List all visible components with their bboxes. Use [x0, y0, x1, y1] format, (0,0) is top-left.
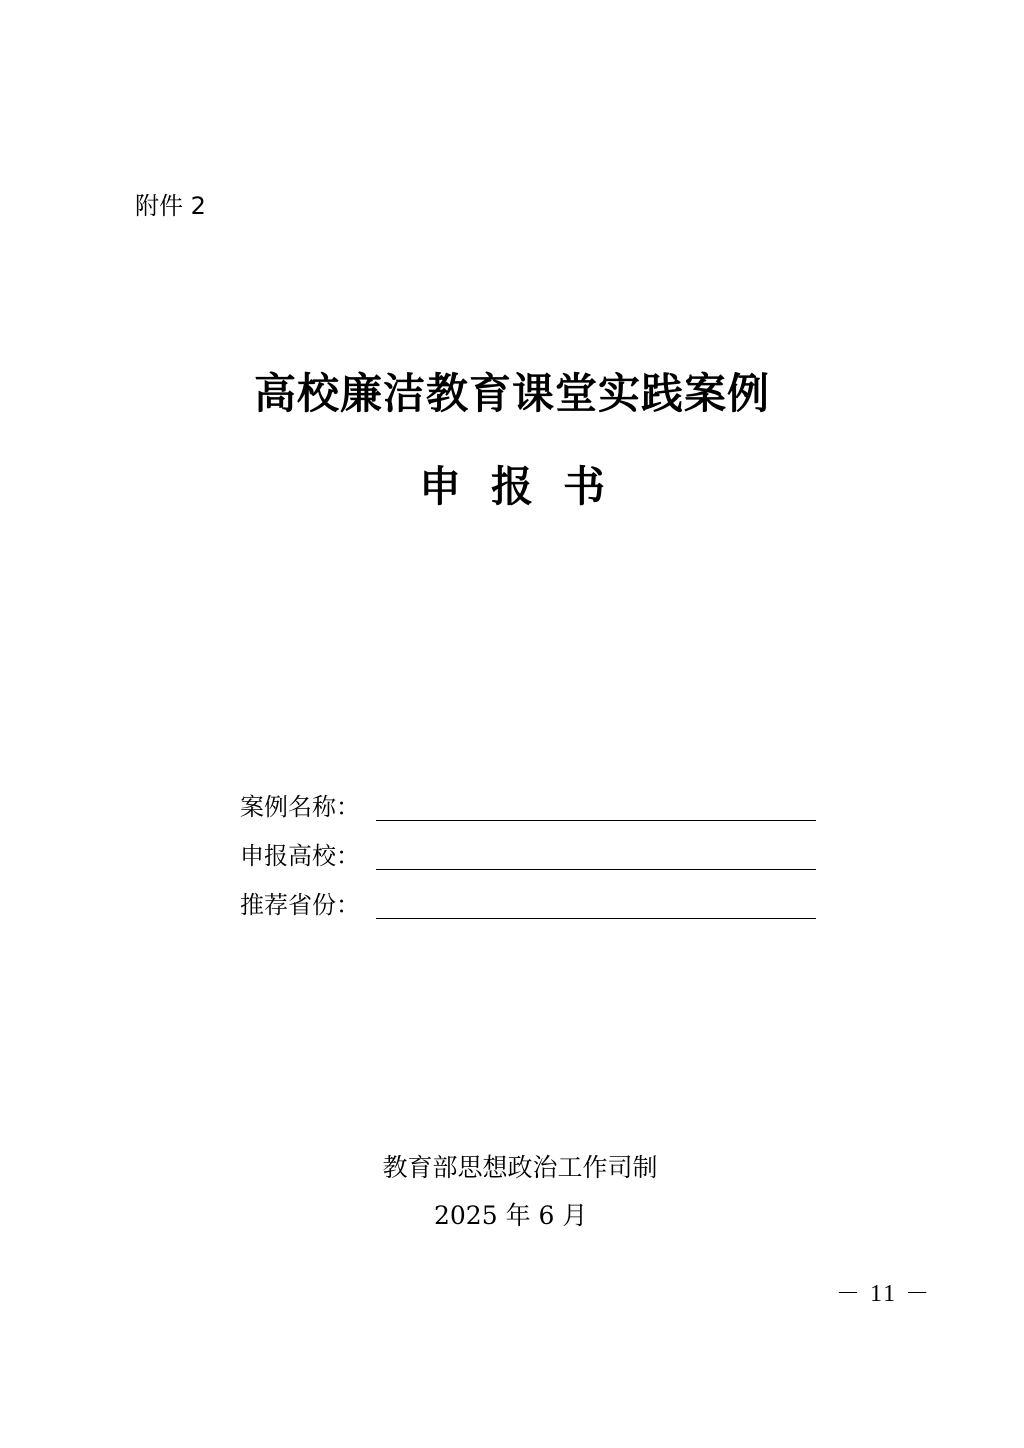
document-subtitle: 申报书 [418, 462, 635, 511]
province-label: 推荐省份： [240, 891, 360, 919]
form-row-case-name [240, 775, 820, 824]
page-number: － 11 － [836, 1281, 932, 1307]
form-row-province [240, 873, 820, 922]
issue-date: 2025 年 6 月 [434, 1201, 588, 1230]
university-label: 申报高校： [240, 842, 360, 870]
case-name-field[interactable] [376, 789, 816, 821]
application-form [240, 775, 820, 922]
university-field[interactable] [376, 838, 816, 870]
case-name-label: 案例名称： [240, 793, 360, 821]
province-field[interactable] [376, 887, 816, 919]
issuer-text: 教育部思想政治工作司制 [382, 1153, 658, 1182]
document-title: 高校廉洁教育课堂实践案例 [253, 369, 770, 418]
attachment-label: 附件 2 [135, 192, 206, 220]
form-row-university [240, 824, 820, 873]
